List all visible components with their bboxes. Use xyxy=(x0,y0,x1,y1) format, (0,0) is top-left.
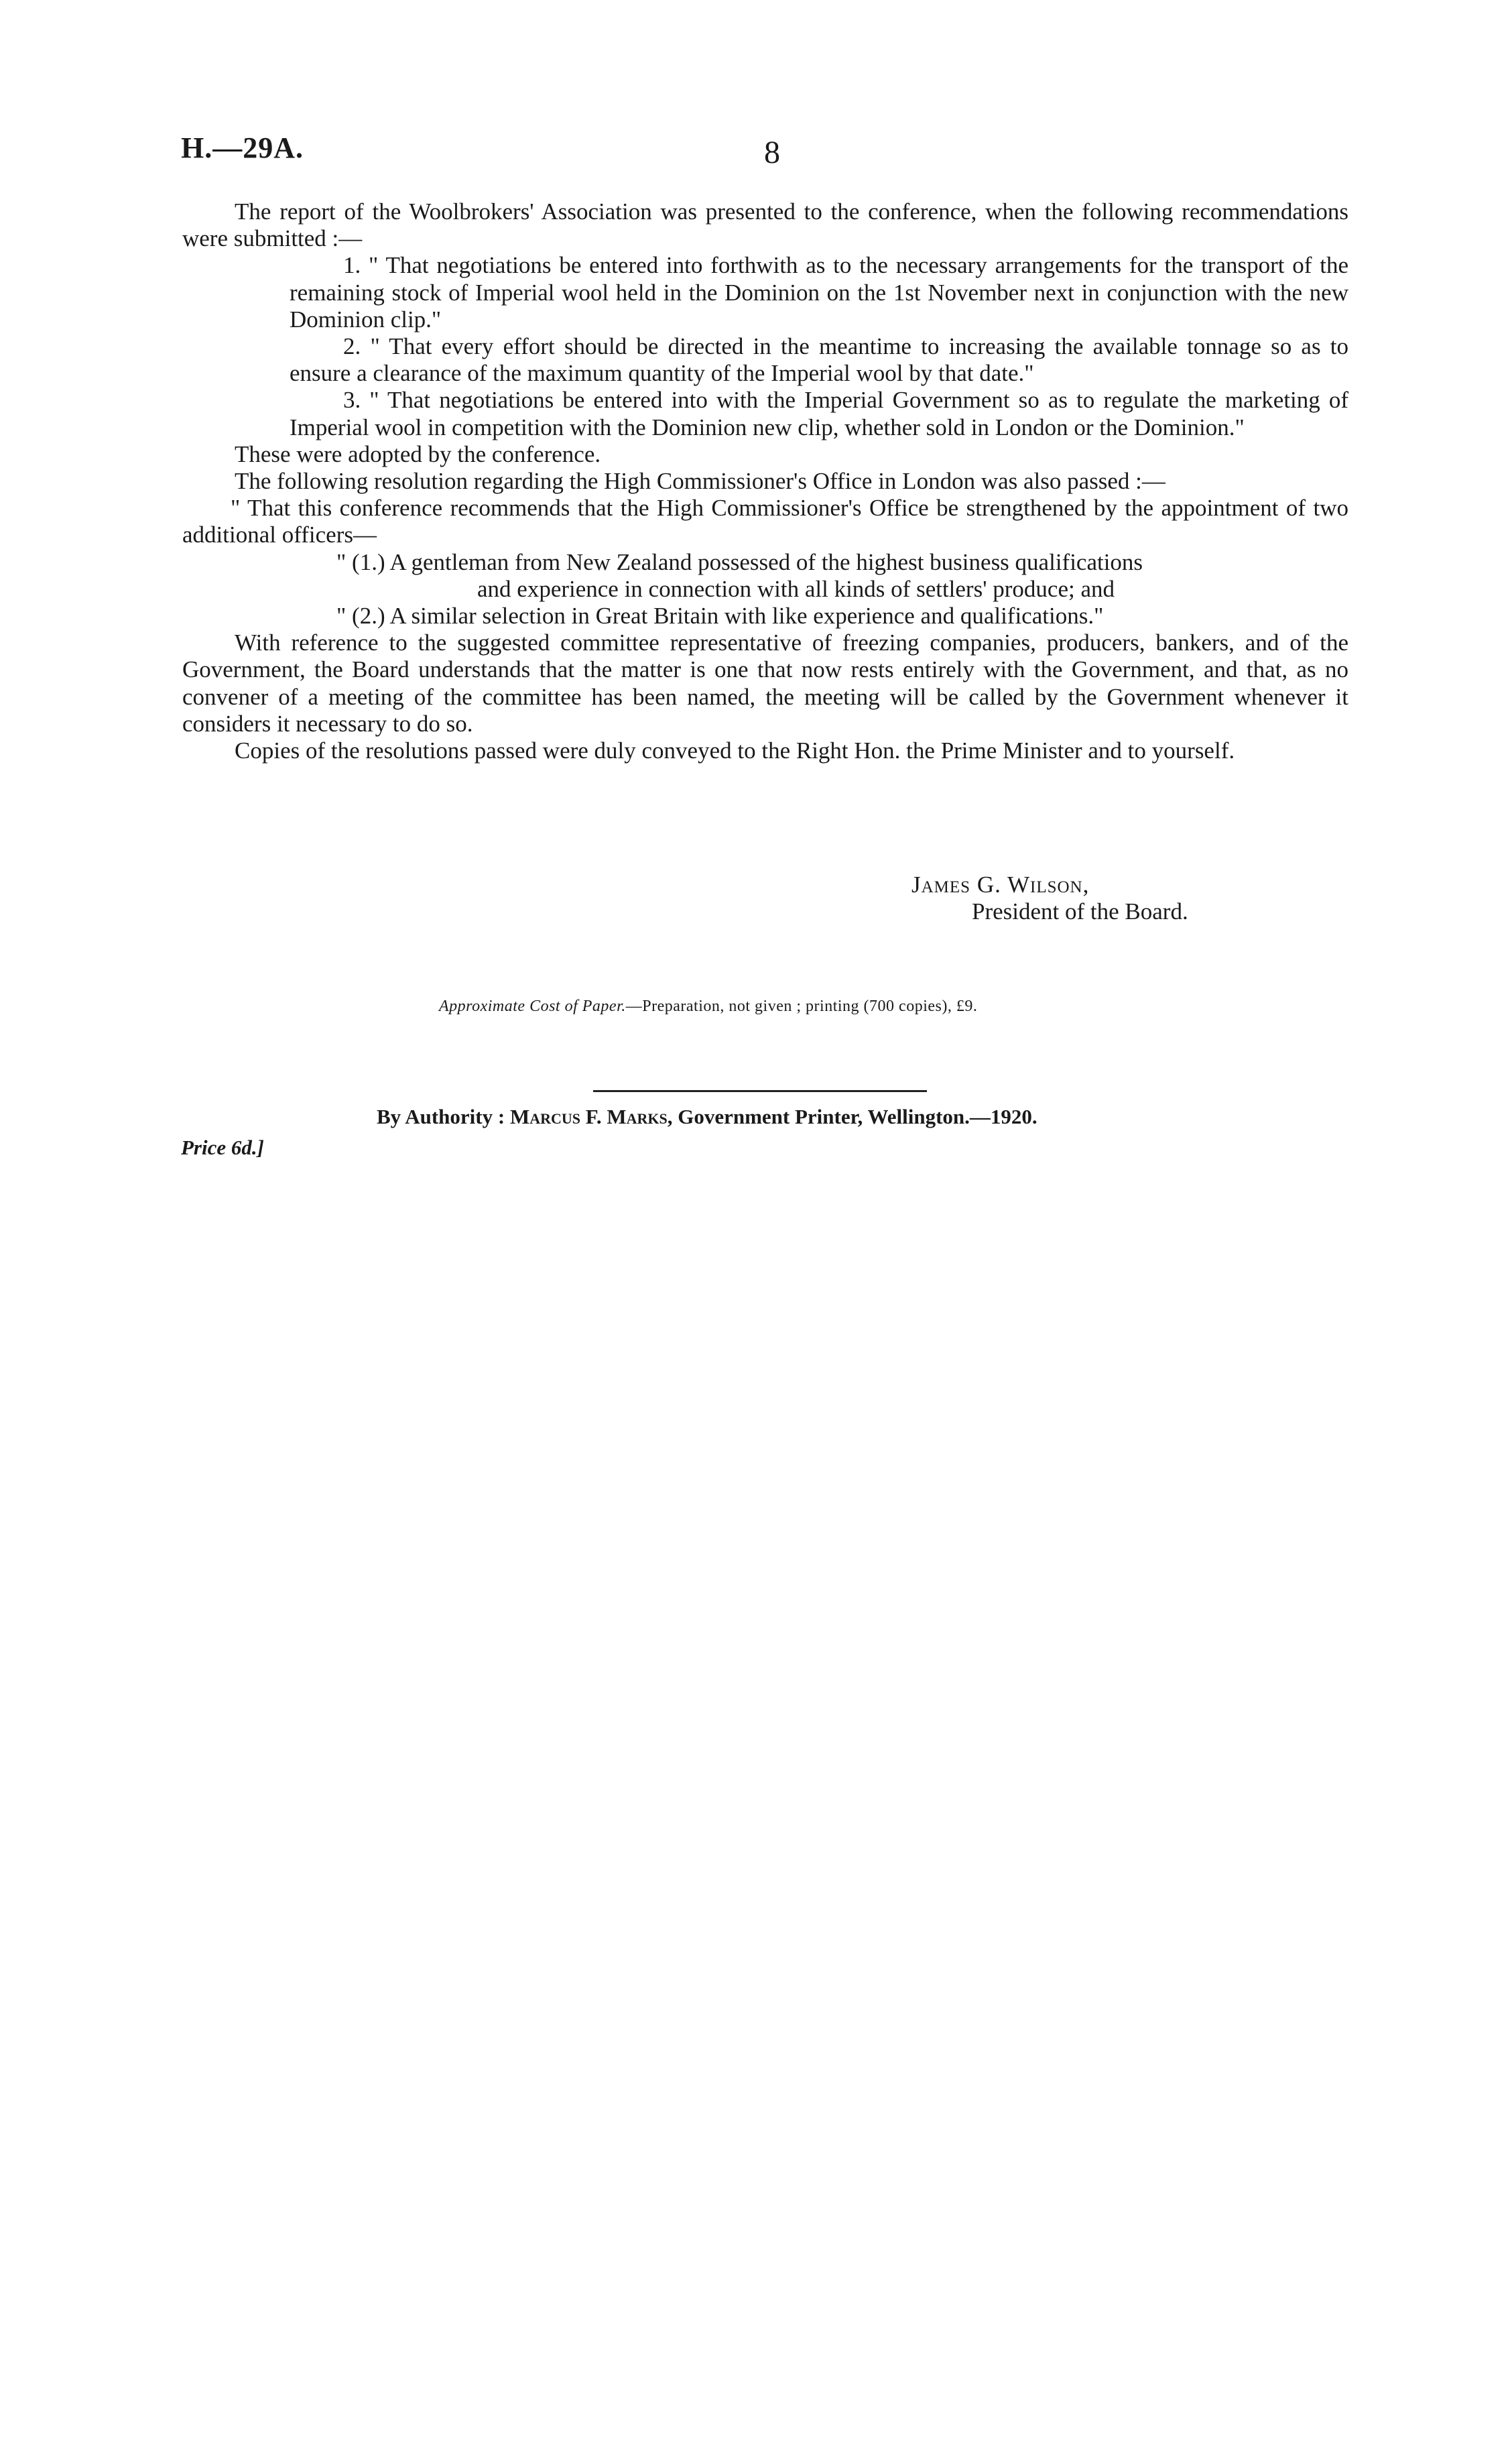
cost-of-paper xyxy=(439,998,977,1016)
resolution-item-1 xyxy=(288,549,1348,576)
recommendation-2: 2. " That every effort should be directed in the meantime to increasing the available tonnage so as to ensure a clearance of the maximum quantity of the Imperial wool by that date." xyxy=(290,333,1348,387)
paragraph-report: The report of the Woolbrokers' Association was presented to the conference, when the following recommendations were submitted :— xyxy=(182,198,1348,252)
paragraph-copies: Copies of the resolutions passed were duly conveyed to the Right Hon. the Prime Minister and to yourself. xyxy=(235,737,1235,764)
resolution-quote: " That this conference recommends that the High Commissioner's Office be strengthened by the appointment of two additional officers— xyxy=(182,495,1348,548)
page-number: 8 xyxy=(764,135,780,170)
resolution-item-2: " (2.) A similar selection in Great Britain with like experience and qualifications." xyxy=(336,603,1104,630)
recommendation-1: 1. " That negotiations be entered into forthwith as to the necessary arrangements for the transport of the remaining stock of Imperial wool held in the Dominion on the 1st November next in conjunction with the new Dominion clip." xyxy=(290,252,1348,333)
paragraph-resolution: The following resolution regarding the High Commissioner's Office in London was also passed :— xyxy=(235,468,1166,495)
resolution-item-1-continued: and experience in connection with all kinds of settlers' produce; and xyxy=(477,575,1115,602)
signatory-name: James G. Wilson, xyxy=(911,872,1090,898)
authority-suffix: , Government Printer, Wellington.—1920. xyxy=(667,1105,1037,1128)
authority-prefix: By Authority : xyxy=(377,1105,510,1128)
printer-authority xyxy=(377,1105,1037,1129)
signature-block xyxy=(911,872,1188,925)
signatory-title: President of the Board. xyxy=(972,898,1188,925)
cost-text: —Preparation, not given ; printing (700 copies), £9. xyxy=(625,998,978,1015)
cost-label: Approximate Cost of Paper. xyxy=(439,998,626,1015)
paragraph-committee: With reference to the suggested committee representative of freezing companies, producers, bankers, and of the Government, the Board understands that the matter is one that now rests entirely with the Government, and that, as no convener of a meeting of the committee has been named, the meeting will be called by the Government whenever it considers it necessary to do so. xyxy=(182,630,1348,737)
recommendation-3: 3. " That negotiations be entered into with the Imperial Government so as to regulate the marketing of Imperial wool in competition with the Dominion new clip, whether sold in London or the Dominion." xyxy=(290,387,1348,440)
document-body xyxy=(182,198,1348,764)
divider-rule xyxy=(593,1090,927,1092)
price-note: Price 6d.] xyxy=(181,1136,264,1159)
document-code: H.—29A. xyxy=(181,131,304,164)
printer-name: Marcus F. Marks xyxy=(509,1105,668,1128)
paragraph-adopted: These were adopted by the conference. xyxy=(235,440,601,467)
resolution-item-1-line-a: " (1.) A gentleman from New Zealand possessed of the highest business qualifications xyxy=(336,548,1143,575)
